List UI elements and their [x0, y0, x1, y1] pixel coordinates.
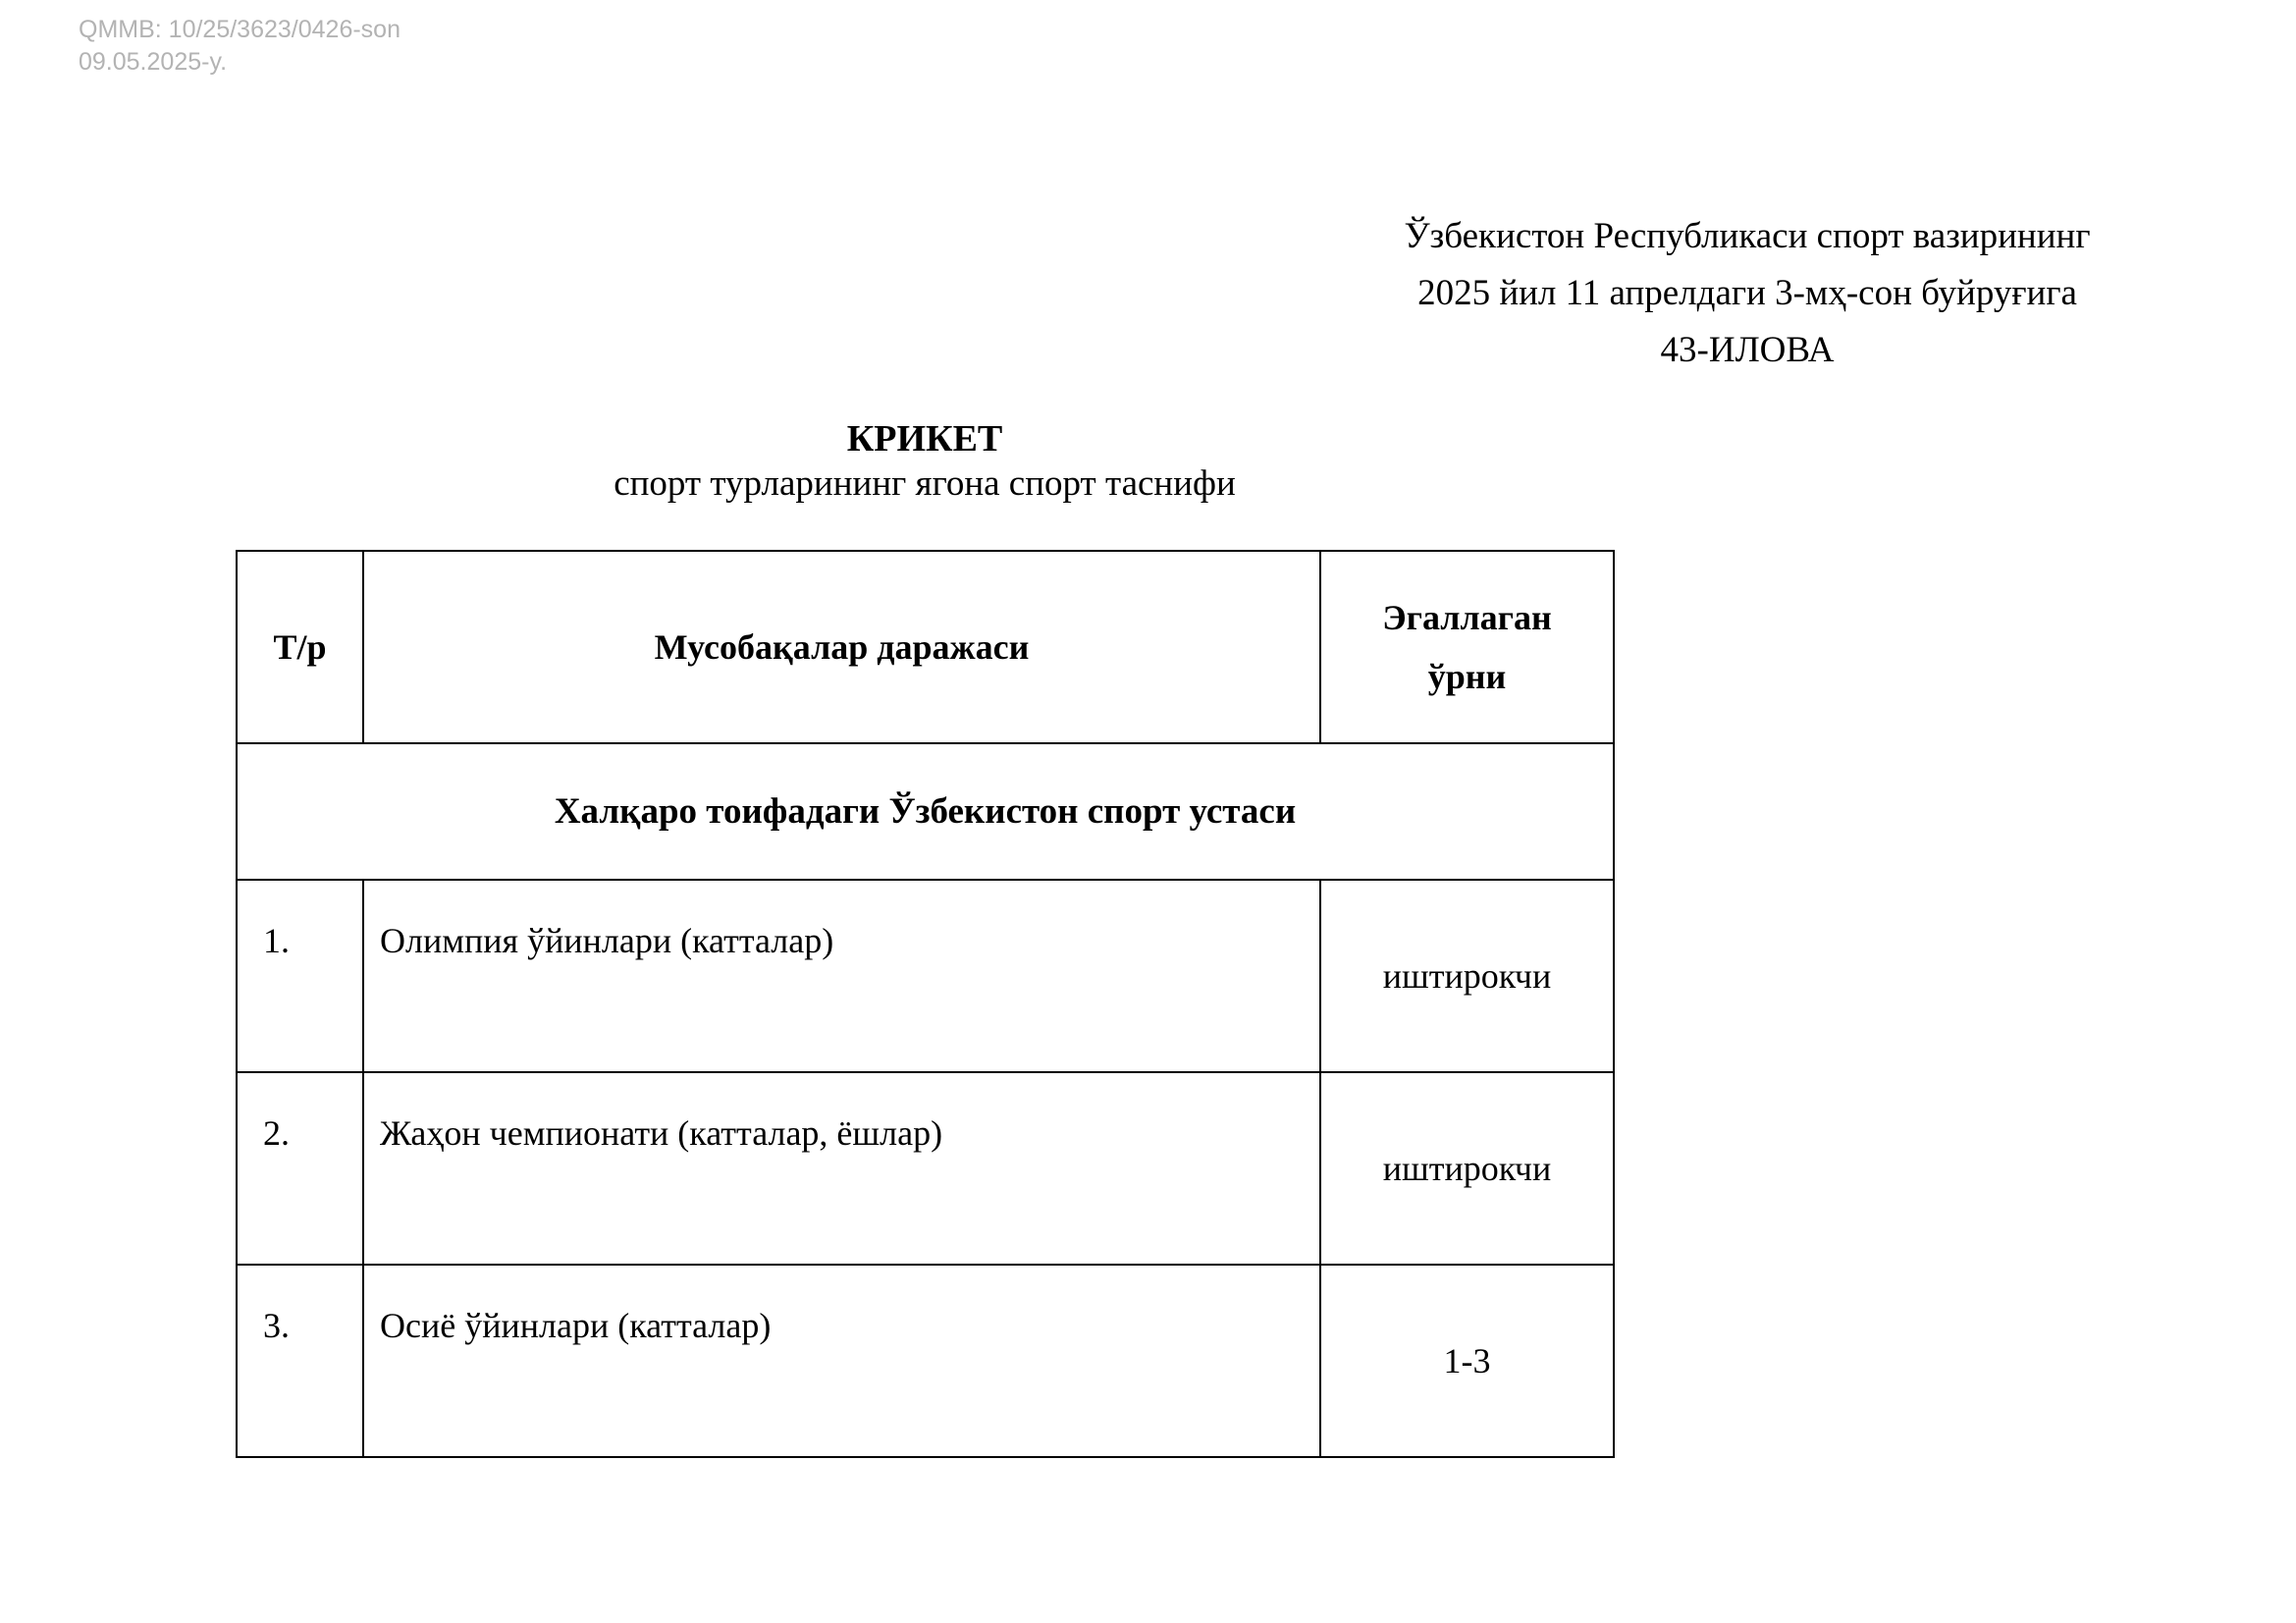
header-number: Т/р [237, 551, 363, 743]
row-place: иштирокчи [1320, 1072, 1614, 1265]
header-place-line2: ўрни [1427, 657, 1507, 696]
registration-date: 09.05.2025-y. [79, 48, 228, 76]
row-number: 1. [237, 880, 363, 1072]
header-place-line1: Эгаллаган [1382, 598, 1552, 637]
table-header-row [237, 551, 1614, 743]
row-place: иштирокчи [1320, 880, 1614, 1072]
approval-line-order: 2025 йил 11 апрелдаги 3-мҳ-сон буйруғига [1417, 273, 2077, 313]
approval-line-ministry: Ўзбекистон Республикаси спорт вазирининг [1404, 216, 2091, 256]
table-row [237, 1072, 1614, 1265]
row-competition: Жаҳон чемпионати (катталар, ёшлар) [363, 1072, 1320, 1265]
approval-block [1364, 208, 2130, 379]
table-row [237, 880, 1614, 1072]
classification-table [236, 550, 1615, 1458]
registration-number: QMMB: 10/25/3623/0426-son [79, 16, 400, 43]
document-heading [236, 416, 1614, 507]
registration-stamp [79, 14, 400, 79]
appendix-number: 43-ИЛОВА [1660, 330, 1835, 370]
document-title: КРИКЕТ [846, 418, 1003, 460]
row-place: 1-3 [1320, 1265, 1614, 1457]
row-competition: Олимпия ўйинлари (катталар) [363, 880, 1320, 1072]
header-competition-level: Мусобақалар даражаси [363, 551, 1320, 743]
row-number: 3. [237, 1265, 363, 1457]
header-place [1320, 551, 1614, 743]
row-number: 2. [237, 1072, 363, 1265]
document-subtitle: спорт турларининг ягона спорт таснифи [614, 463, 1236, 504]
section-title: Халқаро тоифадаги Ўзбекистон спорт устаси [237, 743, 1614, 880]
table-row [237, 1265, 1614, 1457]
row-competition: Осиё ўйинлари (катталар) [363, 1265, 1320, 1457]
section-row [237, 743, 1614, 880]
